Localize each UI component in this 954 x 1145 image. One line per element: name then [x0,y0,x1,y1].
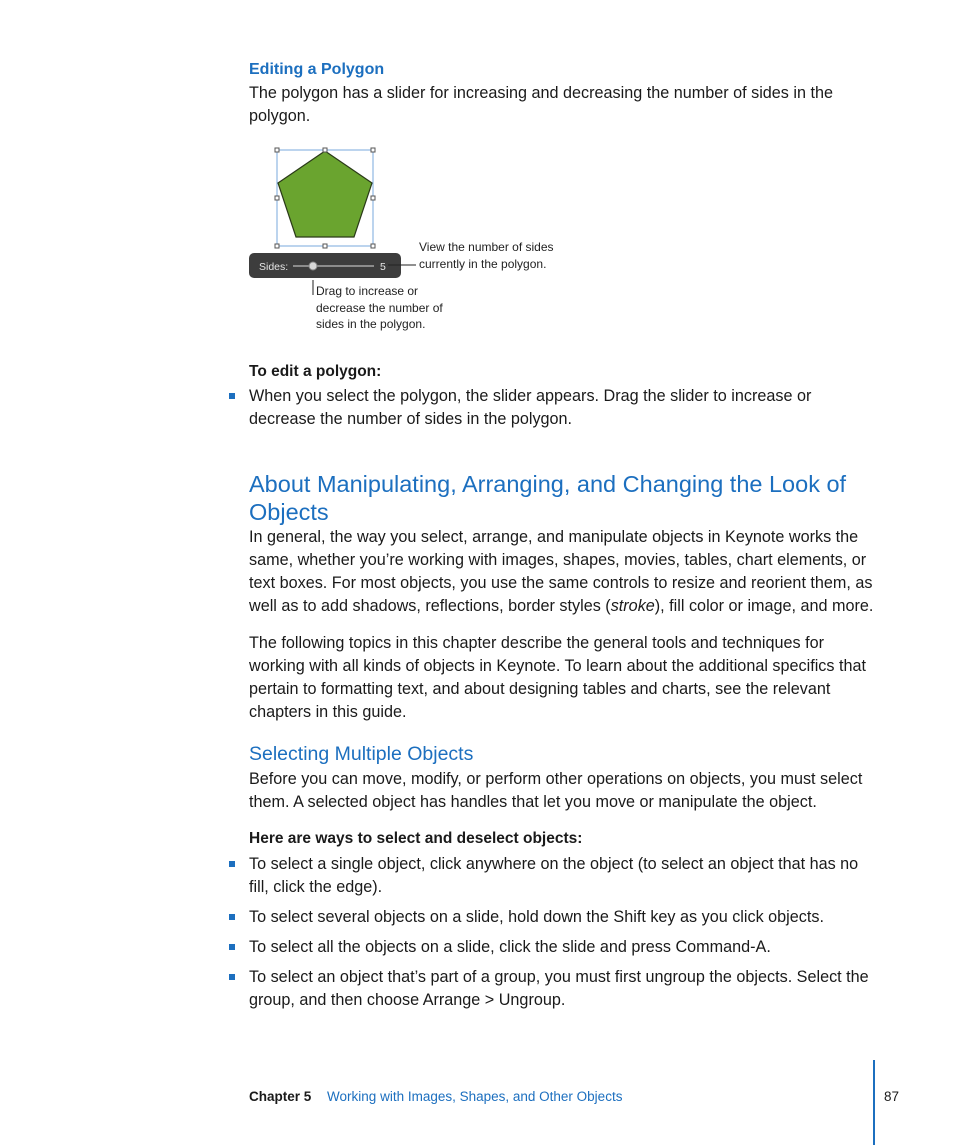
footer-chapter-title: Working with Images, Shapes, and Other Objects [327,1089,623,1104]
procedure-lead: To edit a polygon: [249,363,382,380]
callout-drag-slider: Drag to increase or decrease the number of sides in the polygon. [316,284,443,331]
footer-chapter-number: Chapter 5 [249,1089,312,1104]
selecting-lead: Here are ways to select and deselect objects: [249,830,583,847]
page-number: 87 [884,1089,900,1104]
polygon-intro-paragraph: The polygon has a slider for increasing and decreasing the number of sides in the polygon. [249,84,833,125]
slider-value: 5 [380,261,386,273]
bullet-icon [229,393,235,399]
list-item-text: When you select the polygon, the slider appears. Drag the slider to increase or decrease the number of sides in the polygon. [249,387,812,428]
about-paragraph-1: In general, the way you select, arrange, and manipulate objects in Keynote works the same, whether you’re working with images, shapes, movies, tables, chart elements, or text boxes. For most objects, you use the same controls to resize and reorient them, as well as to add shadows, reflections, border styles (stroke), fill color or image, and more. [249,528,874,615]
footer-divider [873,1060,875,1145]
bullet-icon [229,944,235,950]
section-heading-editing-polygon: Editing a Polygon [249,61,385,78]
list-item-text: To select a single object, click anywhere on the object (to select an object that has no fill, click the edge). [249,855,859,896]
list-item-text: To select all the objects on a slide, click the slide and press Command-A. [249,938,771,956]
slider-label: Sides: [259,261,289,273]
pentagon-shape [278,151,372,237]
slider-knob [309,262,317,270]
bullet-icon [229,914,235,920]
selecting-paragraph: Before you can move, modify, or perform other operations on objects, you must select them. A selected object has handles that let you move or manipulate the object. [249,770,863,811]
section-heading-selecting: Selecting Multiple Objects [249,743,474,765]
callout-sides-count: View the number of sides currently in the polygon. [419,240,554,271]
bullet-icon [229,861,235,867]
footer-chapter [249,1089,622,1104]
bullet-icon [229,974,235,980]
list-item-text: To select several objects on a slide, hold down the Shift key as you click objects. [249,908,824,926]
section-heading-about: About Manipulating, Arranging, and Changing the Look of Objects [249,471,847,525]
list-item-text: To select an object that’s part of a group, you must first ungroup the objects. Select the group, and then choose Arrange > Ungroup. [249,968,869,1009]
about-paragraph-2: The following topics in this chapter describe the general tools and techniques for working with all kinds of objects in Keynote. To learn about the additional specifics that pertain to formatting text, and about designing tables and charts, see the relevant chapters in this guide. [249,634,866,721]
